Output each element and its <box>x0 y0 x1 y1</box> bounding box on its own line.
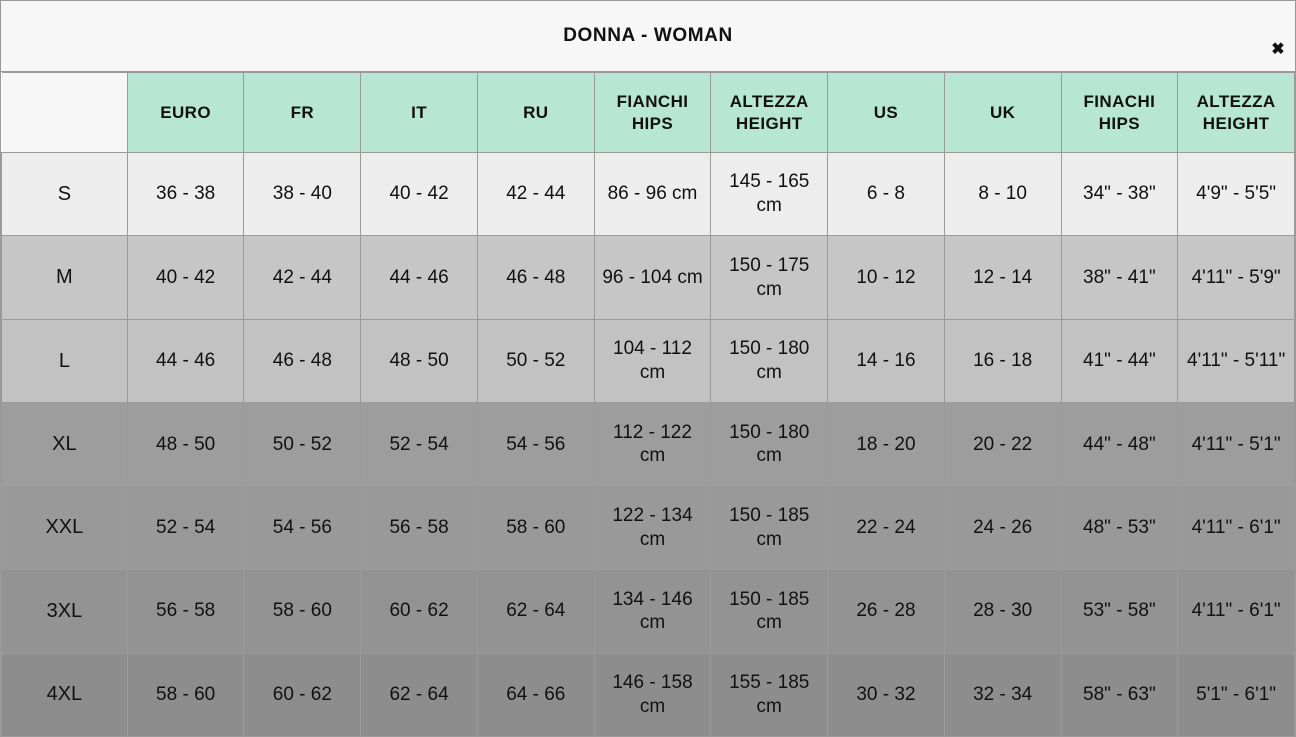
cell-euro: 56 - 58 <box>127 570 244 653</box>
cell-height-in: 4'11" - 5'9" <box>1178 236 1295 319</box>
cell-hips-in: 53" - 58" <box>1061 570 1178 653</box>
cell-hips-in: 48" - 53" <box>1061 486 1178 569</box>
cell-height-in: 5'1" - 6'1" <box>1178 653 1295 736</box>
cell-height-in: 4'11" - 5'1" <box>1178 403 1295 486</box>
cell-euro: 52 - 54 <box>127 486 244 569</box>
column-header-height-in: ALTEZZA HEIGHT <box>1178 73 1295 153</box>
cell-height-in: 4'11" - 5'11" <box>1178 319 1295 402</box>
cell-height-cm: 150 - 180 cm <box>711 319 828 402</box>
table-row <box>2 653 1295 736</box>
cell-it: 48 - 50 <box>361 319 478 402</box>
column-header-hips-cm: FIANCHI HIPS <box>594 73 711 153</box>
cell-fr: 38 - 40 <box>244 153 361 236</box>
cell-hips-cm: 96 - 104 cm <box>594 236 711 319</box>
cell-uk: 8 - 10 <box>944 153 1061 236</box>
cell-us: 14 - 16 <box>828 319 945 402</box>
modal-header <box>1 1 1295 72</box>
cell-hips-in: 44" - 48" <box>1061 403 1178 486</box>
cell-hips-cm: 104 - 112 cm <box>594 319 711 402</box>
column-header-fr: FR <box>244 73 361 153</box>
cell-hips-in: 58" - 63" <box>1061 653 1178 736</box>
column-header-ru: RU <box>477 73 594 153</box>
cell-us: 6 - 8 <box>828 153 945 236</box>
cell-fr: 46 - 48 <box>244 319 361 402</box>
cell-euro: 40 - 42 <box>127 236 244 319</box>
cell-size: M <box>2 236 128 319</box>
cell-fr: 42 - 44 <box>244 236 361 319</box>
cell-size: XL <box>2 403 128 486</box>
cell-hips-in: 34" - 38" <box>1061 153 1178 236</box>
cell-height-cm: 145 - 165 cm <box>711 153 828 236</box>
cell-fr: 50 - 52 <box>244 403 361 486</box>
cell-height-cm: 150 - 180 cm <box>711 403 828 486</box>
size-table <box>1 72 1295 737</box>
cell-hips-cm: 134 - 146 cm <box>594 570 711 653</box>
cell-euro: 36 - 38 <box>127 153 244 236</box>
page-title: DONNA - WOMAN <box>563 25 733 46</box>
cell-us: 30 - 32 <box>828 653 945 736</box>
cell-ru: 42 - 44 <box>477 153 594 236</box>
size-table-container <box>1 72 1295 737</box>
cell-hips-cm: 122 - 134 cm <box>594 486 711 569</box>
table-header-row <box>2 73 1295 153</box>
cell-it: 60 - 62 <box>361 570 478 653</box>
cell-hips-cm: 112 - 122 cm <box>594 403 711 486</box>
column-header-it: IT <box>361 73 478 153</box>
cell-uk: 24 - 26 <box>944 486 1061 569</box>
cell-hips-in: 38" - 41" <box>1061 236 1178 319</box>
cell-fr: 60 - 62 <box>244 653 361 736</box>
column-header-euro: EURO <box>127 73 244 153</box>
table-row <box>2 403 1295 486</box>
cell-us: 18 - 20 <box>828 403 945 486</box>
column-header-us: US <box>828 73 945 153</box>
cell-height-cm: 155 - 185 cm <box>711 653 828 736</box>
cell-euro: 48 - 50 <box>127 403 244 486</box>
cell-uk: 20 - 22 <box>944 403 1061 486</box>
cell-us: 22 - 24 <box>828 486 945 569</box>
cell-it: 52 - 54 <box>361 403 478 486</box>
cell-us: 10 - 12 <box>828 236 945 319</box>
cell-size: 4XL <box>2 653 128 736</box>
cell-ru: 58 - 60 <box>477 486 594 569</box>
table-head <box>2 73 1295 153</box>
column-header-hips-in: FINACHI HIPS <box>1061 73 1178 153</box>
cell-hips-cm: 146 - 158 cm <box>594 653 711 736</box>
column-header-uk: UK <box>944 73 1061 153</box>
cell-height-cm: 150 - 185 cm <box>711 486 828 569</box>
cell-ru: 62 - 64 <box>477 570 594 653</box>
cell-hips-cm: 86 - 96 cm <box>594 153 711 236</box>
column-header-height-cm: ALTEZZA HEIGHT <box>711 73 828 153</box>
table-row <box>2 486 1295 569</box>
cell-fr: 54 - 56 <box>244 486 361 569</box>
table-row <box>2 236 1295 319</box>
cell-height-in: 4'9" - 5'5" <box>1178 153 1295 236</box>
close-icon[interactable]: ✖ <box>1269 41 1287 59</box>
cell-ru: 50 - 52 <box>477 319 594 402</box>
cell-uk: 12 - 14 <box>944 236 1061 319</box>
cell-height-cm: 150 - 185 cm <box>711 570 828 653</box>
cell-height-in: 4'11" - 6'1" <box>1178 570 1295 653</box>
cell-size: XXL <box>2 486 128 569</box>
column-header-size <box>2 73 128 153</box>
cell-hips-in: 41" - 44" <box>1061 319 1178 402</box>
cell-size: L <box>2 319 128 402</box>
table-row <box>2 570 1295 653</box>
cell-uk: 32 - 34 <box>944 653 1061 736</box>
cell-euro: 44 - 46 <box>127 319 244 402</box>
cell-height-cm: 150 - 175 cm <box>711 236 828 319</box>
cell-size: S <box>2 153 128 236</box>
cell-ru: 64 - 66 <box>477 653 594 736</box>
cell-it: 40 - 42 <box>361 153 478 236</box>
cell-fr: 58 - 60 <box>244 570 361 653</box>
cell-height-in: 4'11" - 6'1" <box>1178 486 1295 569</box>
cell-it: 44 - 46 <box>361 236 478 319</box>
cell-uk: 28 - 30 <box>944 570 1061 653</box>
cell-euro: 58 - 60 <box>127 653 244 736</box>
table-row <box>2 319 1295 402</box>
cell-it: 56 - 58 <box>361 486 478 569</box>
table-body <box>2 153 1295 737</box>
cell-us: 26 - 28 <box>828 570 945 653</box>
cell-size: 3XL <box>2 570 128 653</box>
cell-uk: 16 - 18 <box>944 319 1061 402</box>
table-row <box>2 153 1295 236</box>
cell-ru: 46 - 48 <box>477 236 594 319</box>
cell-it: 62 - 64 <box>361 653 478 736</box>
cell-ru: 54 - 56 <box>477 403 594 486</box>
